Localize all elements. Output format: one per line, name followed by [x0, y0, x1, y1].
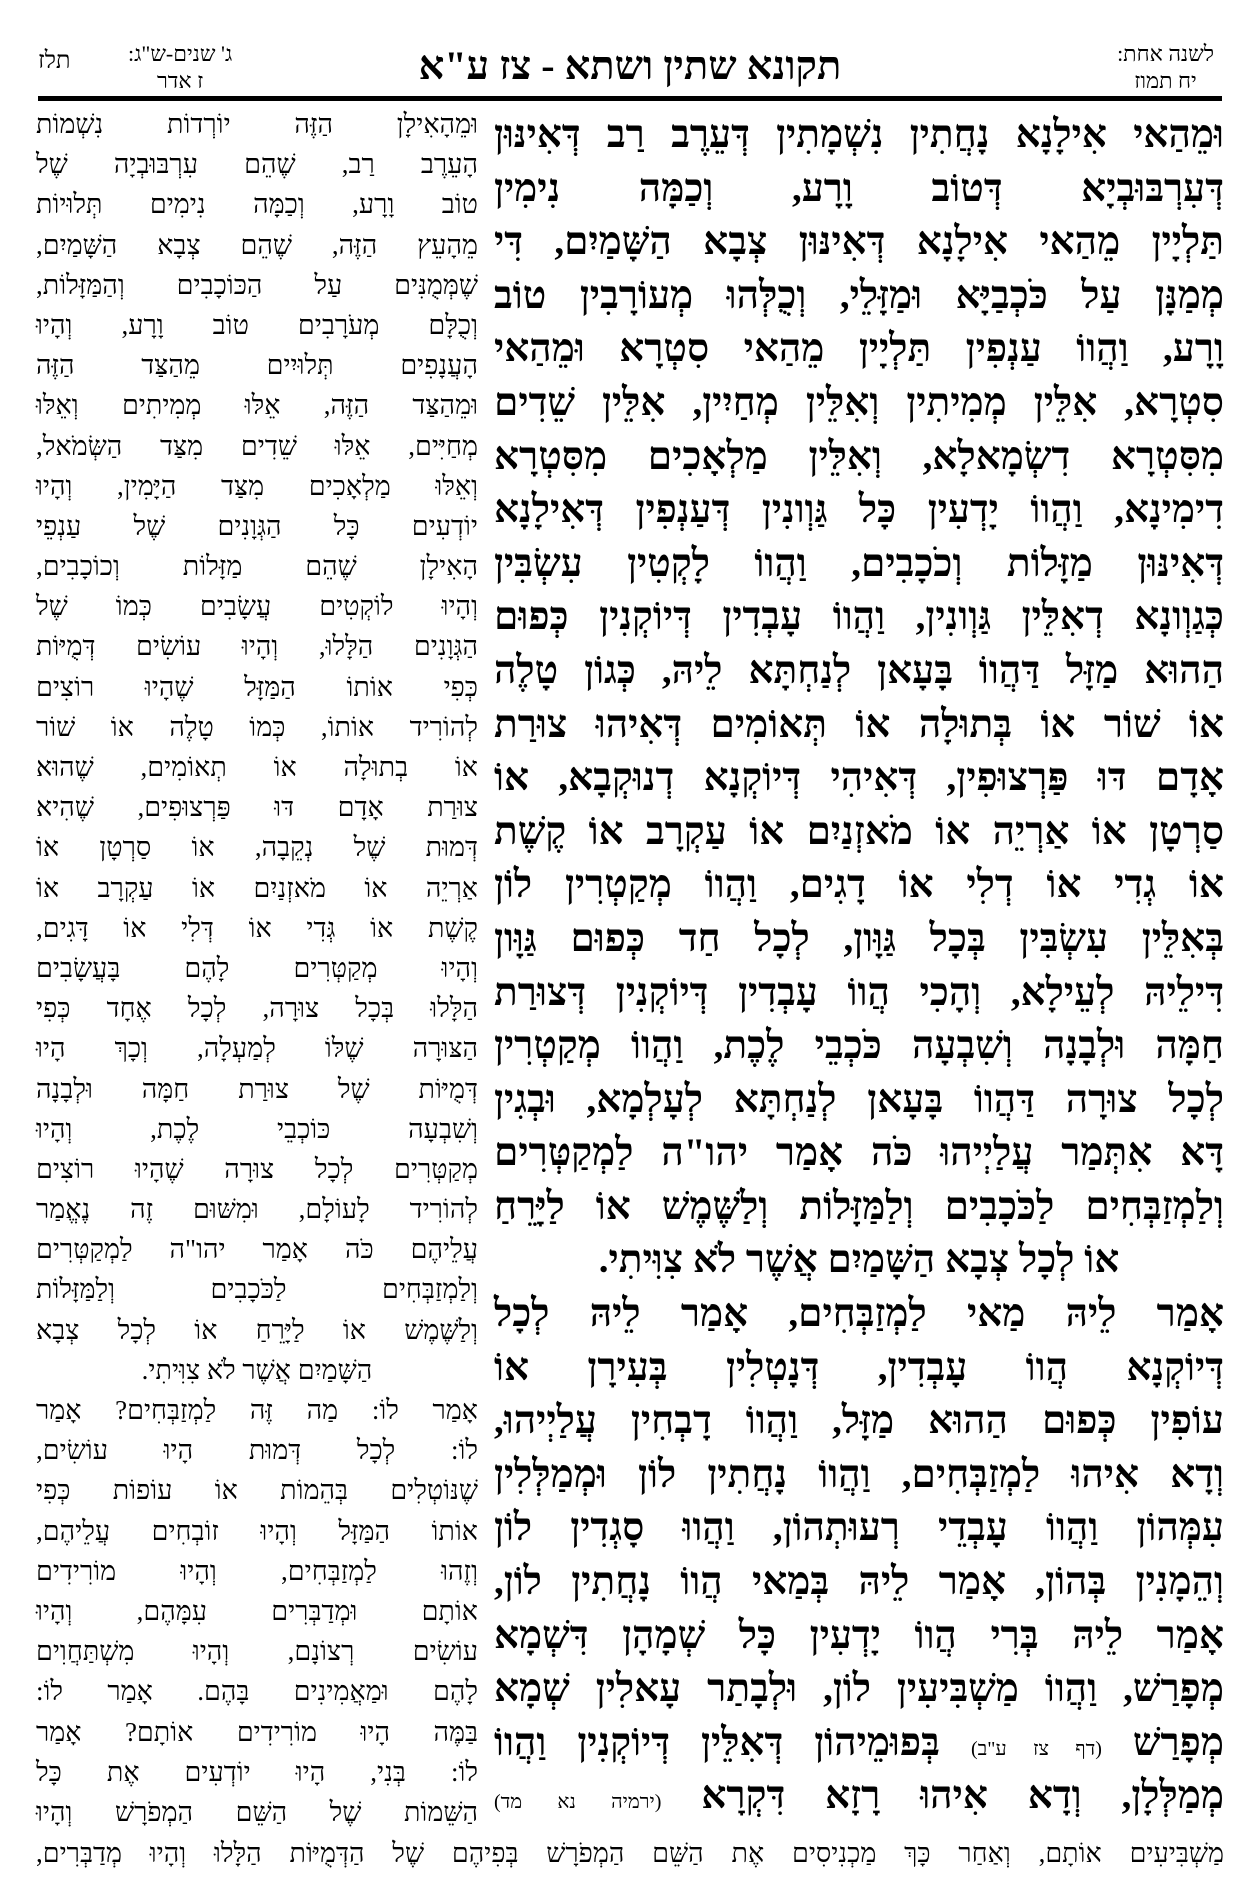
commentary-line: לוֹ: לְכָל דְּמוּת הָיוּ עוֹשִׂים,	[36, 1435, 478, 1466]
date-one-year: יח תמוז	[1134, 68, 1197, 93]
main-text-line: דִּילֵיהּ לְעֵילָא, וְהָכִי הֲווֹ עָבְדִין דְּיוֹקְנִין דְּצוּרַת	[494, 970, 1224, 1014]
main-text-line	[494, 1769, 1224, 1823]
main-text-words: מְמַלְּלָן, וְדָא אִיהוּ רָזָא דִּקְרָא	[701, 1774, 1224, 1818]
commentary-line: וְשִׁבְעָה כּוֹכְבֵי לֶכֶת, וְהָיוּ	[36, 1113, 478, 1144]
commentary-line: וּמֵהַצַּד הַזֶּה, אֵלּוּ מְמִיתִים וְאֵלּוּ	[36, 390, 478, 421]
commentary-line: עוֹשִׂים רְצוֹנָם, וְהָיוּ מִשְׁתַּחֲוִים	[36, 1636, 478, 1667]
main-text-line: בְּאִלֵּין עִשְׂבִּין בְּכָל גַּוָּון, לְכָל חַד כְּפוּם גַּוָּון	[494, 916, 1224, 960]
main-text-line: וָרָע, וַהֲווֹ עַנְפִין תַּלְיָין מֵהַאי סִטְרָא וּמֵהַאי	[494, 327, 1224, 371]
commentary-line: הָעֲנָפִים תְּלוּיִים מֵהַצַּד הַזֶּה	[36, 350, 478, 381]
main-text-line: סִטְרָא, אִלֵּין מְמִיתִין וְאִלֵּין מְחַיִין, אִלֵּין שֵׁדִים	[494, 380, 1224, 424]
main-text-line: אָמַר לֵיהּ בְּרִי הֲווֹ יָדְעִין כָּל שְׁמָהָן דִּשְׁמָא	[494, 1613, 1224, 1657]
commentary-line: לְהוֹרִיד לָעוֹלָם, וּמִשּׁוּם זֶה נֶאֱמַר	[36, 1194, 478, 1225]
main-text-line: וְלַמְזַבְּחִים לַכֹּכָבִים וְלַמַּזָּלוֹת וְלַשֶּׁמֶשׁ אוֹ לַיָּרֵחַ	[494, 1184, 1224, 1228]
commentary-line: וְלַשֶּׁמֶשׁ אוֹ לַיָּרֵחַ אוֹ לְכָל צְבָא	[36, 1314, 478, 1345]
commentary-line: מֵהָעֵץ הַזֶּה, שֶׁהֵם צְבָא הַשָּׁמַיִם,	[36, 229, 478, 260]
main-text-line: וּמֵהַאי אִילָנָא נָחֲתִין נִשְׁמָתִין דְּעֵרֶב רַב דְּאִינּוּן	[494, 113, 1224, 156]
commentary-line: וְהָיוּ לוֹקְטִים עֲשָׂבִים כְּמוֹ שֶׁל	[36, 591, 478, 622]
commentary-line: הַצּוּרָה שֶׁלּוֹ לְמַעְלָה, וְכָךְ הָיוּ	[36, 1033, 478, 1064]
commentary-line: הַשָּׁמַיִם אֲשֶׁר לֹא צִוִּיתִי.	[141, 1354, 373, 1385]
main-text-continuation: בְּפוּמֵיהוֹן דְּאִלֵּין דְּיוֹקְנִין וַהֲווֹ	[494, 1720, 940, 1764]
commentary-line: לְהוֹרִיד אוֹתוֹ, כְּמוֹ טָלֶה אוֹ שׁוֹר	[36, 711, 478, 742]
main-text-line: אוֹ לְכָל צְבָא הַשָּׁמַיִם אֲשֶׁר לֹא צִוִּיתִי.	[598, 1238, 1120, 1282]
main-text-line: מְפָרַשׁ, וַהֲווֹ מַשְׁבִּיעִין לוֹן, וּלְבָתַר עָאלִין שְׁמָא	[494, 1667, 1224, 1711]
main-text-line: חַמָּה וּלְבָנָה וְשִׁבְעָה כֹּכְבֵי לֶכֶת, וַהֲווֹ מְקַטְרִין	[494, 1024, 1224, 1068]
main-text-line: וְדָא אִיהוּ לַמְזַבְּחִים, וַהֲווֹ נָחֲתִין לוֹן וּמְמַלְּלִין	[494, 1452, 1224, 1496]
commentary-line: טוֹב וָרָע, וְכַמָּה נִימִים תְּלוּיוֹת	[36, 189, 478, 220]
commentary-line: הַגְּוָנִים הַלָּלוּ, וְהָיוּ עוֹשִׂים דְּמֻיּוֹת	[36, 631, 478, 662]
commentary-line: אוֹתוֹ הַמַּזָּל וְהָיוּ זוֹבְחִים עֲלֵיהֶם,	[36, 1515, 478, 1546]
commentary-line: דְּמֻיּוֹת שֶׁל צוּרַת חַמָּה וּלְבָנָה	[36, 1073, 478, 1104]
main-text-line: עוֹפִין כְּפוּם הַהוּא מַזָּל, וַהֲווֹ דָבְחִין עֲלַיְיהוּ,	[494, 1399, 1224, 1443]
commentary-line: כְּפִי אוֹתוֹ הַמַּזָּל שֶׁהָיוּ רוֹצִים	[36, 671, 478, 702]
commentary-line: אָמַר לוֹ: מַה זֶּה לַמְזַבְּחִים? אָמַר	[36, 1395, 478, 1425]
commentary-line: הָאִילָן שֶׁהֵם מַזָּלוֹת וְכוֹכָבִים,	[36, 551, 478, 582]
main-text-line: דְּאִינּוּן מַזָּלוֹת וְכֹכָבִים, וַהֲווֹ לָקְטִין עִשְׂבִּין	[494, 541, 1224, 585]
commentary-column	[36, 104, 478, 1832]
main-text-line: תַּלְיָין מֵהַאי אִילָנָא דְּאִינּוּן צְבָא הַשָּׁמַיִם, דִּי	[494, 220, 1224, 264]
commentary-line: וְהָיוּ מְקַטְּרִים לָהֶם בָּעֲשָׂבִים	[36, 952, 478, 983]
commentary-line: קֶשֶׁת אוֹ גְּדִי אוֹ דְּלִי אוֹ דָּגִים,	[36, 912, 478, 943]
main-text-line: סַרְטָן אוֹ אַרְיֵה אוֹ מֹאזְנַיִם אוֹ עַקְרָב אוֹ קֶשֶׁת	[494, 809, 1224, 853]
commentary-line: וְלַמְזַבְּחִים לַכֹּכָבִים וְלַמַּזָּלוֹת	[36, 1274, 478, 1305]
header-left	[128, 40, 232, 94]
commentary-line: הַלָּלוּ בְּכָל צוּרָה, לְכָל אֶחָד כְּפִי	[36, 993, 478, 1024]
daf-reference: (דף צז ע"ב)	[970, 1737, 1102, 1760]
commentary-line: וּמֵהָאִילָן הַזֶּה יוֹרְדוֹת נִשְׁמוֹת	[36, 109, 478, 139]
commentary-line: וְזֶהוּ לַמְזַבְּחִים, וְהָיוּ מוֹרִידִים	[36, 1555, 478, 1586]
commentary-line: לָהֶם וּמַאֲמִינִים בָּהֶם. אָמַר לוֹ:	[36, 1676, 478, 1707]
commentary-line: מְקַטְּרִים לְכָל צוּרָה שֶׁהָיוּ רוֹצִים	[36, 1153, 478, 1184]
commentary-line: דְּמוּת שֶׁל נְקֵבָה, אוֹ סַרְטָן אוֹ	[36, 832, 478, 863]
main-text-line: מִסִּטְרָא דִשְׂמָאלָא, וְאִלֵּין מַלְאָכִים מִסִּטְרָא	[494, 434, 1224, 478]
page-title: תקונא שתין ושתא - צז ע"א	[418, 43, 842, 88]
page-number: תלז	[38, 48, 71, 74]
study-cycle-one-year: לשנה אחת:	[1117, 41, 1214, 66]
main-text-line: כְּגַוְונָא דְאִלֵּין גַּוְונִין, וַהֲווֹ עָבְדִין דְּיוֹקְנִין כְּפוּם	[494, 595, 1224, 639]
bottom-continuation-line: מַשְׁבִּיעִים אוֹתָם, וְאַחַר כָּךְ מַכְנִיסִים אֶת הַשֵּׁם הַמְפֹרָשׁ בְּפִיהֶם שֶׁל הַדְּמֻיּוֹת הַלָּלוּ וְהָיוּ מְדַבְּרִים,	[36, 1838, 1224, 1868]
commentary-line: בַּמֶּה הָיוּ מוֹרִידִים אוֹתָם? אָמַר	[36, 1716, 478, 1747]
commentary-line: הָעֵרֶב רַב, שֶׁהֵם עִרְבּוּבְיָה שֶׁל	[36, 149, 478, 180]
main-text-line: אָדָם דּוּ פַּרְצוּפִין, דְּאִיהִי דְּיוֹקְנָא דְנוּקְבָא, אוֹ	[494, 756, 1224, 800]
commentary-line: אוֹתָם וּמְדַבְּרִים עִמָּהֶם, וְהָיוּ	[36, 1595, 478, 1626]
main-text-line: וְהֵמָנִין בְּהוֹן, אָמַר לֵיהּ בְּמַאי הֲווֹ נָחֲתִין לוֹן,	[494, 1560, 1224, 1604]
commentary-line: שֶׁמְּמֻנִּים עַל הַכּוֹכָבִים וְהַמַּזָּלוֹת,	[36, 269, 478, 300]
main-text-line: מְמַנָּן עַל כֹּכְבַיָּא וּמַזָּלֵי, וְכֻלְּהוּ מְעוֹרָבִין טוֹב	[494, 273, 1224, 317]
commentary-line: אוֹ בְתוּלָה אוֹ תְאוֹמִים, שֶׁהוּא	[36, 752, 478, 782]
main-text-line: דְּעִרְבּוּבְיָא דְּטוֹב וָרָע, וְכַמָּה נִימִין	[494, 166, 1224, 210]
date-three-years: ז אדר	[156, 68, 204, 93]
study-cycle-three-years: ג' שנים-ש"ג:	[128, 41, 233, 66]
commentary-line: לוֹ: בְּנִי, הָיוּ יוֹדְעִים אֶת כָּל	[36, 1756, 478, 1787]
commentary-line: שֶׁנּוֹטְלִים בְּהֵמוֹת אוֹ עוֹפוֹת כְּפִי	[36, 1475, 478, 1506]
commentary-line: אַרְיֵה אוֹ מֹאזְנַיִם אוֹ עַקְרָב אוֹ	[36, 872, 478, 903]
main-text-line: עִמְּהוֹן וַהֲווֹ עָבְדֵי רְעוּתְהוֹן, וַהֲווּ סָגְדִין לוֹן	[494, 1506, 1224, 1550]
commentary-line: עֲלֵיהֶם כֹּה אָמַר יהו"ה לַמְקַטְּרִים	[36, 1234, 478, 1265]
main-text-line: דִימִינָא, וַהֲווֹ יָדְעִין כָּל גַּוְונִין דְּעַנְפִין דְּאִילָנָא	[494, 488, 1224, 532]
commentary-line: יוֹדְעִים כָּל הַגְּוָנִים שֶׁל עַנְפֵי	[36, 510, 478, 541]
main-text-line: לְכָל צוּרָה דַּהֲווֹ בָּעָאן לְנַחְתָּא לְעָלְמָא, וּבְגִין	[494, 1077, 1224, 1121]
commentary-line: וְכֻלָּם מְעֹרָבִים טוֹב וָרָע, וְהָיוּ	[36, 309, 478, 340]
main-text-line	[494, 1716, 1224, 1770]
commentary-line: וְאֵלּוּ מַלְאָכִים מִצַּד הַיָּמִין, וְהָיוּ	[36, 470, 478, 501]
main-text-line: הַהוּא מַזָּל דַּהֲווֹ בָּעָאן לְנַחְתָּא לֵיהּ, כְּגוֹן טָלֶה	[494, 648, 1224, 692]
main-text-column	[494, 108, 1224, 1823]
main-text-line: אוֹ שׁוֹר אוֹ בְּתוּלָה אוֹ תְּאוֹמִים דְּאִיהוּ צוּרַת	[494, 702, 1224, 746]
commentary-line: מְחַיִּים, אֵלּוּ שֵׁדִים מִצַּד הַשְּׂמֹאל,	[36, 430, 478, 461]
commentary-line: הַשֵּׁמוֹת שֶׁל הַשֵּׁם הַמְפֹרָשׁ וְהָיוּ	[36, 1796, 478, 1827]
main-text-line: אָמַר לֵיהּ מַאי לַמְזַבְּחִים, אָמַר לֵיהּ לְכָל	[494, 1292, 1224, 1336]
main-text-line: דְּיוֹקְנָא הֲווֹ עָבְדִין, דְּנָטְלִין בְּעִירָן אוֹ	[494, 1345, 1224, 1389]
verse-reference: (ירמיה נא מד)	[494, 1791, 662, 1814]
main-text-word: מְפָרַשׁ	[1132, 1720, 1225, 1764]
page-header	[38, 40, 1222, 101]
commentary-line: צוּרַת אָדָם דּוּ פַּרְצוּפִים, שֶׁהִיא	[36, 792, 478, 823]
main-text-line: דָּא אִתְּמַר עֲלַיְיהוּ כֹּה אָמַר יהו"ה לַמְקַטְּרִים	[494, 1131, 1224, 1175]
main-text-line: אוֹ גְדִי אוֹ דְלִי אוֹ דָגִים, וַהֲווֹ מְקַטְרִין לוֹן	[494, 863, 1224, 907]
